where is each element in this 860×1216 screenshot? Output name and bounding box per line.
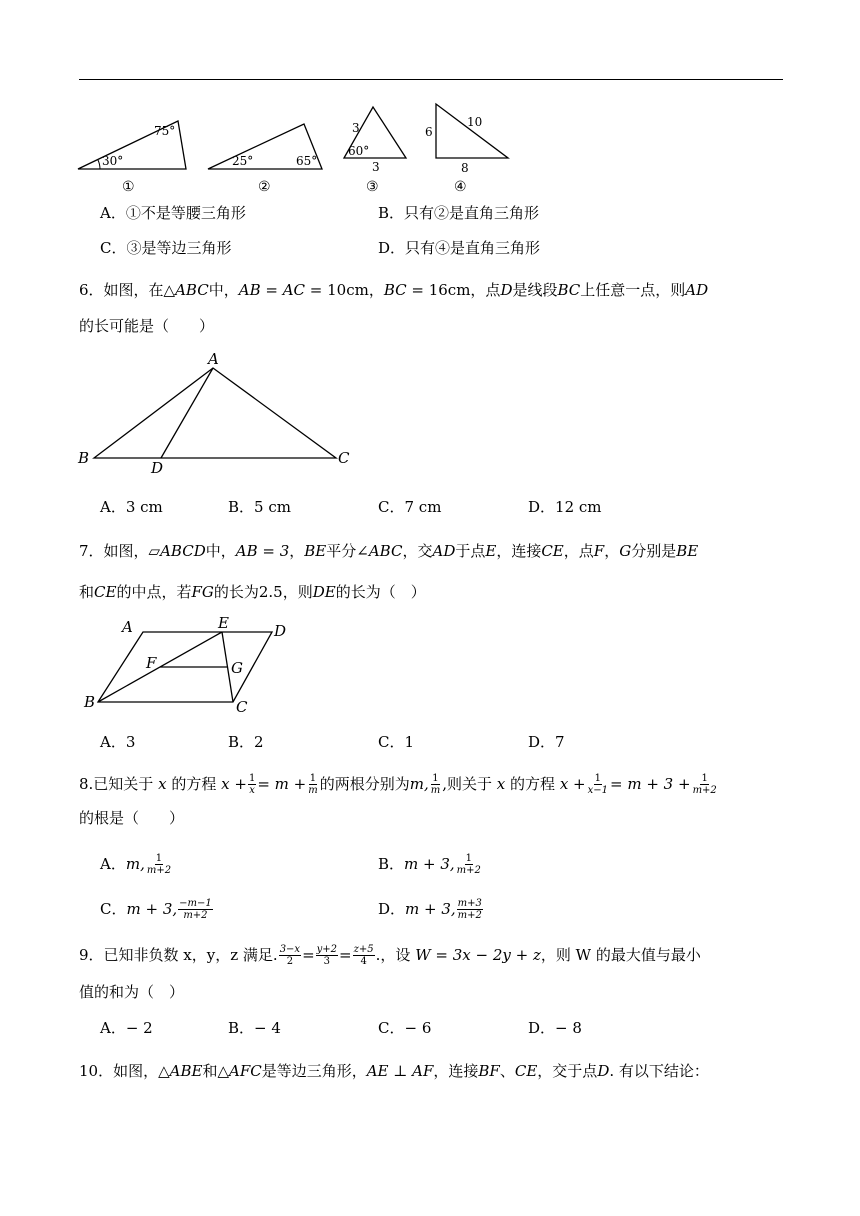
q8-option-d: D． m + 3, $\frac{m+3}{m+2}$ xyxy=(378,897,482,921)
q10-line-1: 10．如图，△ABE和△AFC是等边三角形，AE ⊥ AF，连接BF、CE，交于点D. 有以下结论： xyxy=(79,1062,709,1080)
fig3-side-bottom: 3 xyxy=(372,160,380,174)
q7-line-1: 7．如图，▱ABCD中，AB = 3，BE平分∠ABC，交AD于点E，连接CE，点F，G分别是BE xyxy=(79,542,699,560)
q6-line-1: 6．如图，在△ABC中，AB = AC = 10cm，BC = 16cm，点D是线段BC上任意一点，则AD xyxy=(79,281,709,299)
q6-label-c: C xyxy=(338,449,350,467)
q7-label-b: B xyxy=(84,693,96,711)
q8-option-c: C． m + 3, $\frac{-m-1}{m+2}$ xyxy=(100,897,212,921)
fig3-label: ③ xyxy=(366,179,379,195)
fig4-side-hyp: 10 xyxy=(467,115,483,129)
q7-label-d: D xyxy=(274,622,287,640)
fig1-label: ① xyxy=(122,179,135,195)
header-rule xyxy=(79,79,783,80)
fig4-side-bottom: 8 xyxy=(461,161,469,175)
q9-option-d: D．− 8 xyxy=(528,1019,582,1037)
fig3-angle: 60° xyxy=(348,144,370,158)
q6-line-2: 的长可能是（ ） xyxy=(79,317,215,335)
q6-option-a: A．3 cm xyxy=(100,498,163,516)
q5-option-a: A．①不是等腰三角形 xyxy=(100,204,246,222)
figure-2-triangle xyxy=(208,124,322,195)
fig3-side-left: 3 xyxy=(352,121,360,135)
q5-option-b: B．只有②是直角三角形 xyxy=(378,204,540,222)
q6-label-a: A xyxy=(208,350,219,368)
q8-line-1: 8.已知关于 x 的方程 x + $\frac{1}{x}$ = m + $\frac{1}{m}$ 的两根分别为 m, $\frac{1}{m}$ , 则关于 x 的方程 x + $\frac{1}{x-1}$ = m + 3 + $\frac{1}{m+2}$ xyxy=(79,772,717,796)
q7-option-b: B．2 xyxy=(228,733,264,751)
q6-option-d: D．12 cm xyxy=(528,498,602,516)
q7-figure xyxy=(78,612,298,720)
fig1-angle-30: 30° xyxy=(102,154,124,168)
q7-label-c: C xyxy=(236,698,248,716)
q7-label-e: E xyxy=(218,614,229,632)
q6-label-d: D xyxy=(151,459,164,476)
q7-option-d: D．7 xyxy=(528,733,565,751)
q8-option-a: A． m, $\frac{1}{m+2}$ xyxy=(100,852,172,876)
figure-4-triangle xyxy=(425,104,508,195)
q7-label-g: G xyxy=(231,659,243,677)
q8-line-2: 的根是（ ） xyxy=(79,809,185,827)
q9-line-1: 9．已知非负数 x，y，z 满足. $\frac{3-x}{2}$ = $\frac{y+2}{3}$ = $\frac{z+5}{4}$ .，设 W = 3x − 2y + z ，则 W 的最大值与最小 xyxy=(79,943,701,967)
figure-3-triangle xyxy=(344,107,406,195)
q8-option-b: B． m + 3, $\frac{1}{m+2}$ xyxy=(378,852,481,876)
q7-label-a: A xyxy=(122,618,133,636)
q7-option-a: A．3 xyxy=(100,733,136,751)
q9-option-c: C．− 6 xyxy=(378,1019,432,1037)
fig4-side-left: 6 xyxy=(425,125,433,139)
q6-option-b: B．5 cm xyxy=(228,498,291,516)
q5-option-d: D．只有④是直角三角形 xyxy=(378,239,541,257)
q5-option-c: C．③是等边三角形 xyxy=(100,239,232,257)
q7-line-2: 和CE的中点，若FG的长为2.5，则DE的长为（ ） xyxy=(79,583,426,601)
q9-option-b: B．− 4 xyxy=(228,1019,281,1037)
figure-1-triangle xyxy=(78,121,186,195)
q9-line-2: 值的和为（ ） xyxy=(79,983,185,1001)
fig2-label: ② xyxy=(258,179,271,195)
q5-figures xyxy=(70,95,530,200)
fig2-angle-25: 25° xyxy=(232,154,254,168)
q7-option-c: C．1 xyxy=(378,733,415,751)
fig2-angle-65: 65° xyxy=(296,154,318,168)
q6-option-c: C．7 cm xyxy=(378,498,442,516)
q6-figure xyxy=(72,346,362,476)
q7-label-f: F xyxy=(146,654,157,672)
fig1-angle-75: 75° xyxy=(154,124,176,138)
q6-label-b: B xyxy=(78,449,90,467)
fig4-label: ④ xyxy=(454,179,467,195)
q9-option-a: A．− 2 xyxy=(100,1019,153,1037)
